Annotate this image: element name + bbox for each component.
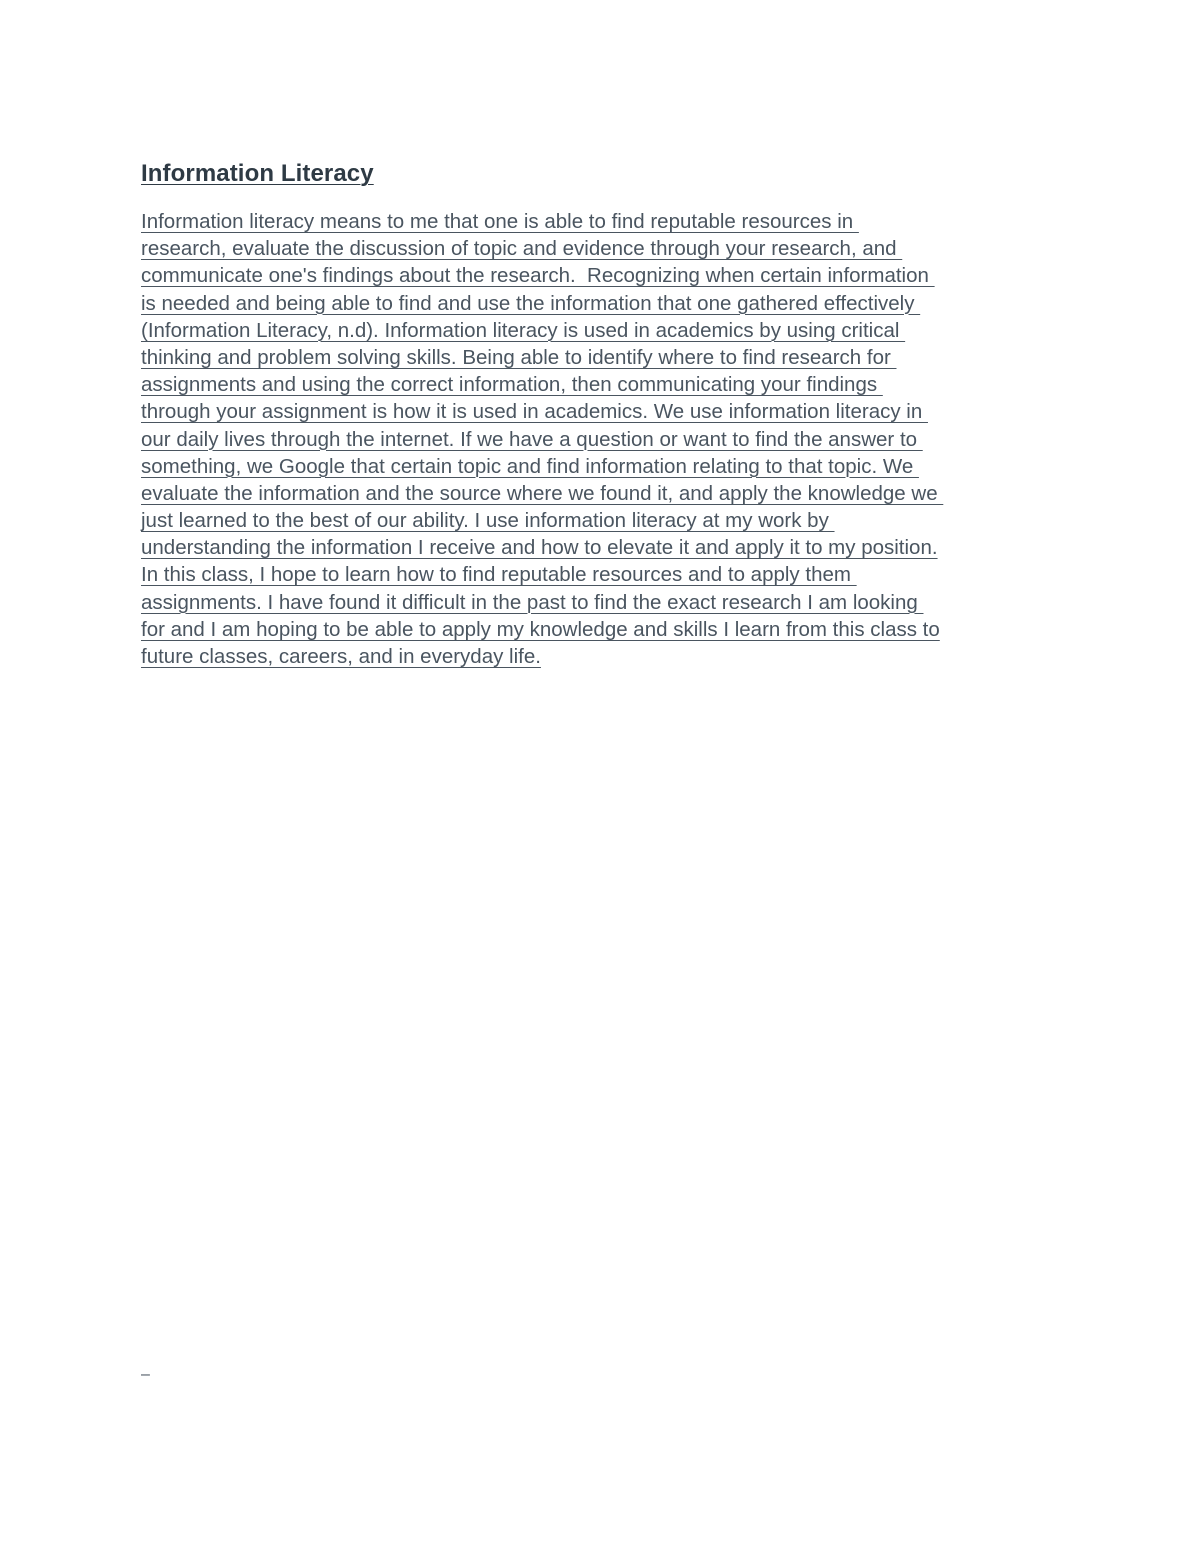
document-title: Information Literacy xyxy=(141,160,374,187)
paragraph-line: Information literacy means to me that one is able to find reputable resources in xyxy=(141,210,859,233)
paragraph-line: evaluate the information and the source where we found it, and apply the knowledge we xyxy=(141,481,944,505)
paragraph-line: thinking and problem solving skills. Being able to identify where to find research for xyxy=(141,345,897,369)
body-paragraph xyxy=(141,208,1071,670)
paragraph-line: assignments. I have found it difficult in the past to find the exact research I am looking xyxy=(141,590,924,614)
paragraph-line: understanding the information I receive and how to elevate it and apply it to my position. xyxy=(141,536,938,560)
paragraph-line: research, evaluate the discussion of topic and evidence through your research, and xyxy=(141,237,903,261)
paragraph-line: our daily lives through the internet. If we have a question or want to find the answer to xyxy=(141,427,923,451)
paragraph-line: something, we Google that certain topic and find information relating to that topic. We xyxy=(141,454,919,478)
paragraph-line: through your assignment is how it is used in academics. We use information literacy in xyxy=(141,400,928,424)
paragraph-line: (Information Literacy, n.d). Information literacy is used in academics by using critical xyxy=(141,318,906,342)
paragraph-line: communicate one's findings about the research. Recognizing when certain information xyxy=(141,264,935,288)
paragraph-line: is needed and being able to find and use the information that one gathered effectively xyxy=(141,291,921,315)
paragraph-line: future classes, careers, and in everyday life. xyxy=(141,645,541,668)
paragraph-line: In this class, I hope to learn how to find reputable resources and to apply them xyxy=(141,563,857,587)
paragraph-line: for and I am hoping to be able to apply my knowledge and skills I learn from this class to xyxy=(141,617,940,641)
paragraph-line: just learned to the best of our ability. I use information literacy at my work by xyxy=(141,509,835,533)
paragraph-line: assignments and using the correct information, then communicating your findings xyxy=(141,373,883,397)
footer-dash: – xyxy=(141,1366,150,1383)
